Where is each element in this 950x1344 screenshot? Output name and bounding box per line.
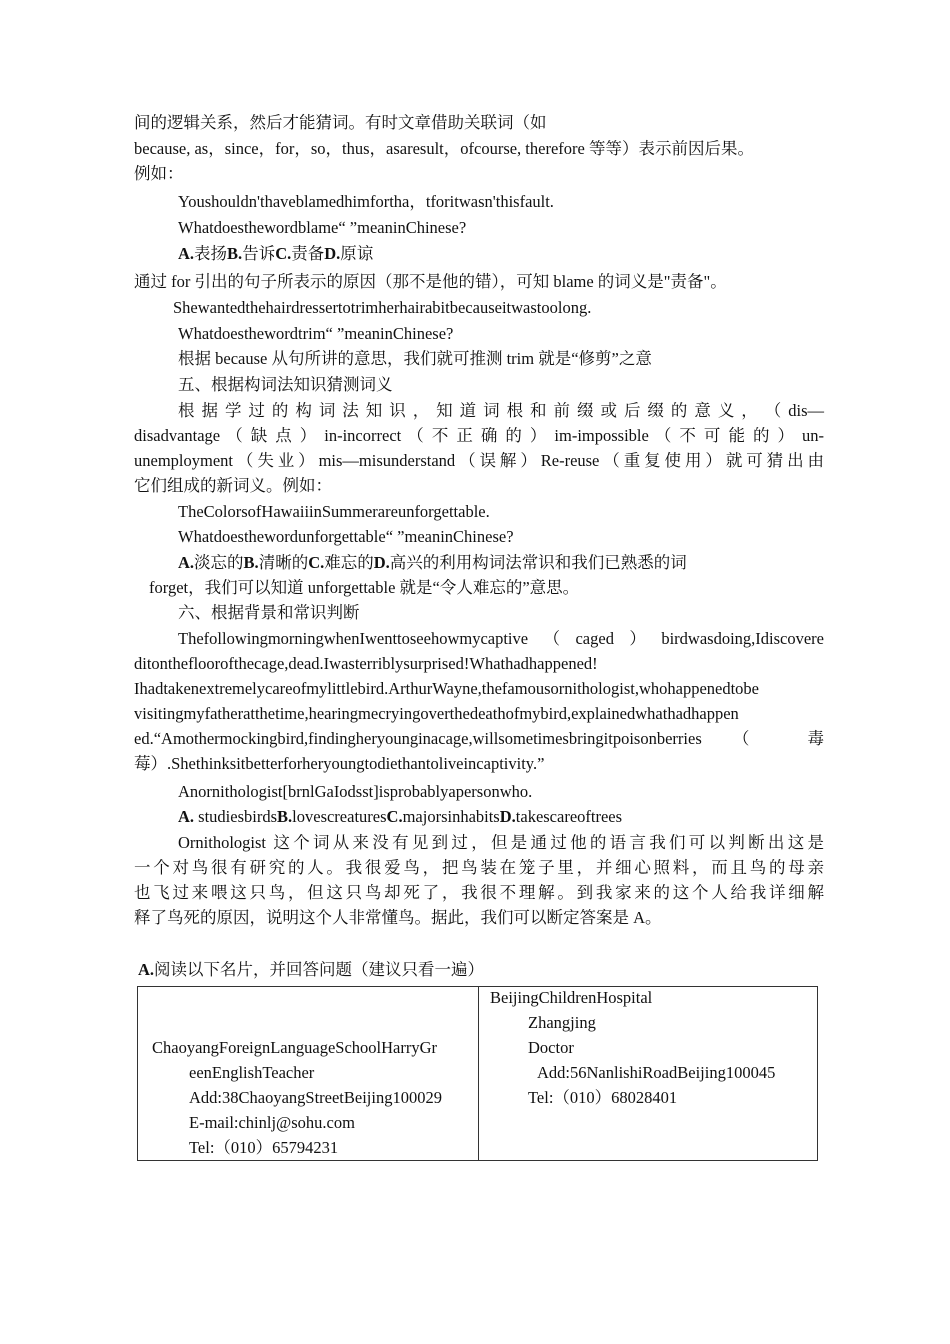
text-line: visitingmyfatheratthetime,hearingmecryingoverthedeathofmybird,explainedwhathadhappen — [134, 704, 739, 723]
section-title: A.阅读以下名片，并回答问题（建议只看一遍） — [138, 960, 485, 979]
text-line: 一个对鸟很有研究的人。我很爱鸟，把鸟装在笼子里，并细心照料，而且鸟的母亲 — [134, 858, 824, 877]
question-line: Whatdoesthewordblame“ ”meaninChinese? — [178, 218, 467, 237]
text-line: 根 据 学 过 的 构 词 法 知 识 ， 知 道 词 根 和 前 缀 或 后 缀 的 意 义 ， （ dis— — [178, 401, 824, 420]
table-divider — [478, 987, 479, 1160]
text-line: 例如： — [134, 164, 184, 183]
text-line: 通过 for 引出的句子所表示的原因（那不是他的错），可知 blame 的词义是"责备"。 — [134, 272, 727, 291]
text-line: Ornithologist 这个词从来没有见到过，但是通过他的语言我们可以判断出这是 — [178, 833, 824, 852]
text-line: ed.“Amothermockingbird,findingheryounginacage,willsometimesbringitpoisonberries （ 毒 — [134, 729, 824, 748]
text-line: ThefollowingmorningwhenIwenttoseehowmycaptive（caged）birdwasdoing,Idiscovere — [178, 629, 824, 648]
text-line: forget，我们可以知道 unforgettable 就是“令人难忘的”意思。 — [149, 578, 580, 597]
card-line: eenEnglishTeacher — [189, 1063, 315, 1082]
text-line: 间的逻辑关系，然后才能猜词。有时文章借助关联词（如 — [134, 113, 547, 132]
card-line: E-mail:chinlj@sohu.com — [189, 1113, 355, 1132]
text-line: 莓）.Shethinksitbetterforheryoungtodiethantoliveincaptivity.” — [134, 754, 545, 773]
card-line: Zhangjing — [528, 1013, 596, 1032]
question-options: A.表扬B.告诉C.责备D.原谅 — [178, 244, 374, 263]
business-cards-table — [137, 986, 818, 1161]
example-sentence: Shewantedthehairdressertotrimherhairabitbecauseitwastoolong. — [173, 298, 592, 317]
text-line: 它们组成的新词义。例如： — [134, 476, 332, 495]
question-line: Whatdoesthewordunforgettable“ ”meaninChinese? — [178, 527, 514, 546]
text-line: 根据 because 从句所讲的意思，我们就可推测 trim 就是“修剪”之意 — [178, 349, 652, 368]
example-sentence: TheColorsofHawaiiinSummerareunforgettable. — [178, 502, 490, 521]
example-sentence: Youshouldn'thaveblamedhimfortha，tforitwasn'thisfault. — [178, 192, 554, 211]
text-line: 也飞过来喂这只鸟，但这只鸟却死了，我很不理解。到我家来的这个人给我详细解 — [134, 883, 824, 902]
business-card-right — [490, 985, 810, 1110]
card-line: Doctor — [528, 1038, 574, 1057]
card-line: BeijingChildrenHospital — [490, 988, 653, 1007]
text-line: 释了鸟死的原因，说明这个人非常懂鸟。据此，我们可以断定答案是 A。 — [134, 908, 662, 927]
card-line: Tel:（010）65794231 — [189, 1138, 339, 1157]
text-line: disadvantage （ 缺 点 ） in-incorrect （ 不 正 确 的 ） im-impossible （ 不 可 能 的 ） un- — [134, 426, 824, 445]
question-options: A.淡忘的B.清晰的C.难忘的D.高兴的利用构词法常识和我们已熟悉的词 — [178, 553, 687, 572]
question-options: A. studiesbirdsB.lovescreaturesC.majorsinhabitsD.takescareoftrees — [178, 807, 623, 826]
card-line: Add:56NanlishiRoadBeijing100045 — [537, 1063, 776, 1082]
card-line: Add:38ChaoyangStreetBeijing100029 — [189, 1088, 442, 1107]
text-line: unemployment（失业）mis—misunderstand（误解）Re-reuse（重复使用）就可猜出由 — [134, 451, 824, 470]
card-line: Tel:（010）68028401 — [528, 1088, 678, 1107]
question-line: Whatdoesthewordtrim“ ”meaninChinese? — [178, 324, 454, 343]
text-line: Ihadtakenextremelycareofmylittlebird.ArthurWayne,thefamousornithologist,whohappenedtobe — [134, 679, 760, 698]
section-heading: 五、根据构词法知识猜测词义 — [178, 375, 393, 394]
text-line: because, as，since，for，so，thus，asaresult，ofcourse, therefore 等等）表示前因后果。 — [134, 139, 754, 158]
question-line: Anornithologist[brnlGaIodsst]isprobablyapersonwho. — [178, 782, 533, 801]
card-line: ChaoyangForeignLanguageSchoolHarryGr — [152, 1038, 438, 1057]
text-line: ditonthefloorofthecage,dead.Iwasterriblysurprised!Whathadhappened! — [134, 654, 598, 673]
section-heading: 六、根据背景和常识判断 — [178, 603, 360, 622]
business-card-left — [152, 1035, 472, 1160]
